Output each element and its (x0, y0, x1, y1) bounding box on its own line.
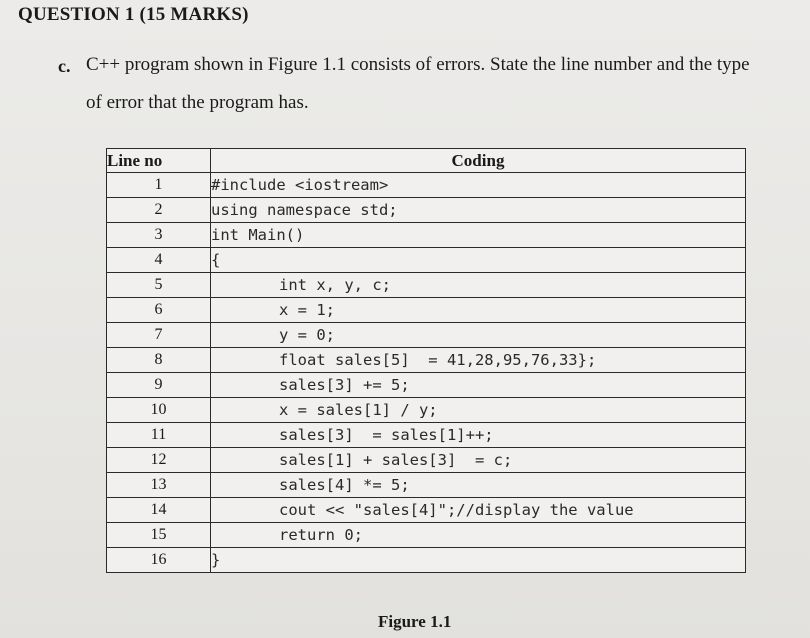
code-line: sales[4] *= 5; (211, 473, 746, 498)
header-line-no: Line no (107, 149, 211, 173)
table-row (107, 198, 746, 223)
code-line: x = sales[1] / y; (211, 398, 746, 423)
table-row (107, 523, 746, 548)
line-number: 8 (107, 348, 211, 373)
code-line: float sales[5] = 41,28,95,76,33}; (211, 348, 746, 373)
table-row (107, 273, 746, 298)
line-number: 12 (107, 448, 211, 473)
table-row (107, 448, 746, 473)
code-line: int x, y, c; (211, 273, 746, 298)
table-header-row (107, 149, 746, 173)
code-line: sales[3] = sales[1]++; (211, 423, 746, 448)
line-number: 3 (107, 223, 211, 248)
figure-caption: Figure 1.1 (378, 612, 452, 631)
line-number: 2 (107, 198, 211, 223)
line-number: 4 (107, 248, 211, 273)
line-number: 14 (107, 498, 211, 523)
table-row (107, 498, 746, 523)
line-number: 16 (107, 548, 211, 573)
code-line: } (211, 548, 746, 573)
code-line: { (211, 248, 746, 273)
table-row (107, 348, 746, 373)
table-row (107, 398, 746, 423)
line-number: 5 (107, 273, 211, 298)
code-line: sales[3] += 5; (211, 373, 746, 398)
code-line: int Main() (211, 223, 746, 248)
line-number: 10 (107, 398, 211, 423)
table-row (107, 223, 746, 248)
code-line: y = 0; (211, 323, 746, 348)
line-number: 13 (107, 473, 211, 498)
code-line: cout << "sales[4]";//display the value (211, 498, 746, 523)
question-text-line-1: C++ program shown in Figure 1.1 consists of errors. State the line number and the type (86, 54, 750, 75)
code-line: using namespace std; (211, 198, 746, 223)
table-row (107, 373, 746, 398)
question-heading: QUESTION 1 (15 MARKS) (18, 4, 249, 25)
table-row (107, 473, 746, 498)
table-row (107, 248, 746, 273)
code-table (106, 148, 746, 573)
line-number: 15 (107, 523, 211, 548)
line-number: 6 (107, 298, 211, 323)
table-row (107, 423, 746, 448)
code-line: return 0; (211, 523, 746, 548)
line-number: 9 (107, 373, 211, 398)
table-row (107, 548, 746, 573)
question-part-label: c. (58, 56, 71, 76)
table-row (107, 323, 746, 348)
line-number: 7 (107, 323, 211, 348)
table-row (107, 298, 746, 323)
line-number: 11 (107, 423, 211, 448)
line-number: 1 (107, 173, 211, 198)
code-line: x = 1; (211, 298, 746, 323)
code-line: sales[1] + sales[3] = c; (211, 448, 746, 473)
header-coding: Coding (211, 149, 746, 173)
table-row (107, 173, 746, 198)
question-text-line-2: of error that the program has. (86, 92, 309, 113)
code-line: #include <iostream> (211, 173, 746, 198)
